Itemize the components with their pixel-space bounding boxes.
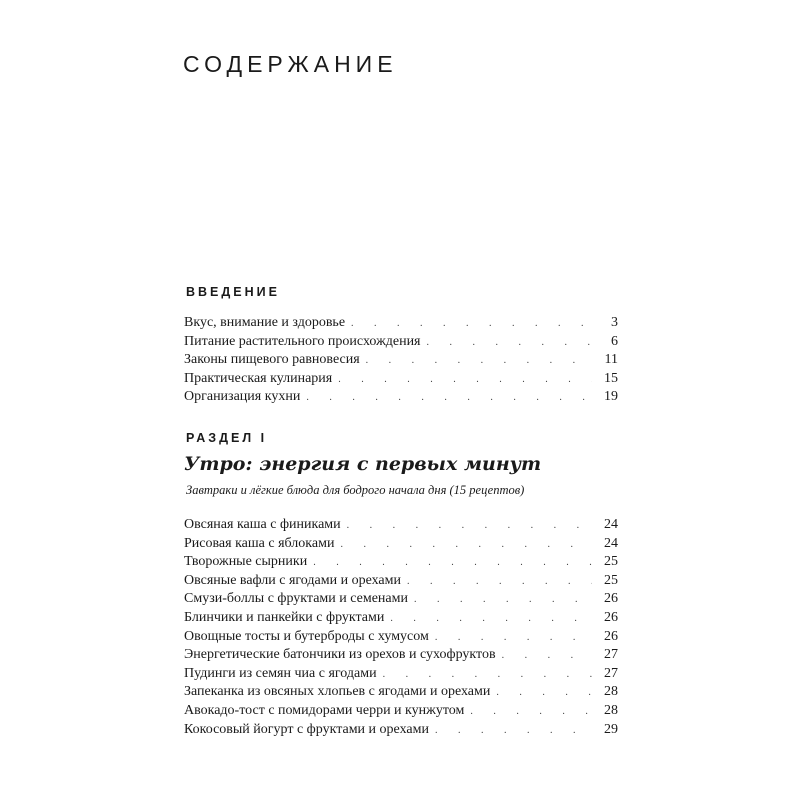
toc-entry-page: 27 (604, 647, 618, 663)
dot-leader (347, 517, 592, 536)
toc-entry[interactable] (184, 590, 618, 609)
dot-leader (414, 591, 592, 610)
section1-toc (184, 516, 618, 739)
dot-leader (435, 629, 592, 648)
toc-entry[interactable] (184, 388, 618, 407)
toc-entry[interactable] (184, 646, 618, 665)
introduction-label: ВВЕДЕНИЕ (186, 285, 280, 299)
dot-leader (306, 389, 592, 408)
dot-leader (383, 666, 592, 685)
section1-heading: Утро: энергия с первых минут (184, 453, 542, 475)
toc-entry-title: Творожные сырники (184, 554, 308, 570)
toc-entry-title: Рисовая каша с яблоками (184, 535, 335, 551)
toc-entry-title: Кокосовый йогурт с фруктами и орехами (184, 721, 429, 737)
toc-entry[interactable] (184, 683, 618, 702)
dot-leader (390, 610, 592, 629)
toc-entry[interactable] (184, 628, 618, 647)
toc-entry[interactable] (184, 665, 618, 684)
toc-entry-title: Запеканка из овсяных хлопьев с ягодами и орехами (184, 684, 491, 700)
dot-leader (366, 352, 592, 371)
dot-leader (407, 573, 592, 592)
toc-entry-title: Питание растительного происхождения (184, 333, 421, 349)
toc-entry-title: Овощные тосты и бутерброды с хумусом (184, 628, 429, 644)
toc-entry-page: 25 (604, 554, 618, 570)
toc-entry-title: Практическая кулинария (184, 370, 333, 386)
toc-entry[interactable] (184, 314, 618, 333)
toc-entry-page: 28 (604, 684, 618, 700)
toc-entry-title: Организация кухни (184, 389, 301, 405)
dot-leader (340, 536, 592, 555)
toc-entry[interactable] (184, 333, 618, 352)
toc-entry-page: 26 (604, 609, 618, 625)
dot-leader (351, 315, 592, 334)
toc-entry[interactable] (184, 535, 618, 554)
toc-entry-title: Законы пищевого равновесия (184, 352, 360, 368)
dot-leader (427, 334, 593, 353)
dot-leader (470, 703, 592, 722)
toc-entry-page: 26 (604, 591, 618, 607)
toc-entry-page: 15 (604, 370, 618, 386)
toc-entry-page: 27 (604, 665, 618, 681)
dot-leader (502, 647, 592, 666)
toc-entry-page: 28 (604, 702, 618, 718)
dot-leader (435, 722, 592, 741)
toc-entry[interactable] (184, 516, 618, 535)
toc-entry[interactable] (184, 553, 618, 572)
section1-subtitle: Завтраки и лёгкие блюда для бодрого начала дня (15 рецептов) (186, 483, 525, 497)
toc-entry-title: Авокадо-тост с помидорами черри и кунжутом (184, 702, 465, 718)
toc-entry-title: Пудинги из семян чиа с ягодами (184, 665, 377, 681)
toc-entry-page: 24 (604, 535, 618, 551)
dot-leader (496, 684, 592, 703)
introduction-toc (184, 314, 618, 407)
toc-entry-page: 29 (604, 721, 618, 737)
toc-entry-page: 11 (604, 352, 618, 368)
toc-entry-title: Вкус, внимание и здоровье (184, 315, 346, 330)
toc-entry[interactable] (184, 572, 618, 591)
section1-label: РАЗДЕЛ I (186, 431, 268, 445)
toc-entry-page: 24 (604, 517, 618, 532)
toc-entry-title: Овсяная каша с финиками (184, 517, 341, 532)
toc-entry[interactable] (184, 351, 618, 370)
toc-entry-title: Овсяные вафли с ягодами и орехами (184, 572, 401, 588)
toc-entry-title: Смузи-боллы с фруктами и семенами (184, 591, 408, 607)
dot-leader (313, 554, 592, 573)
toc-entry-page: 19 (604, 389, 618, 405)
toc-entry[interactable] (184, 609, 618, 628)
toc-entry-title: Энергетические батончики из орехов и сухофруктов (184, 647, 496, 663)
dot-leader (338, 371, 592, 390)
toc-entry-page: 26 (604, 628, 618, 644)
page-title: СОДЕРЖАНИЕ (183, 51, 398, 77)
toc-entry-page: 6 (611, 333, 618, 349)
toc-entry[interactable] (184, 370, 618, 389)
toc-entry-page: 25 (604, 572, 618, 588)
toc-entry-page: 3 (611, 315, 618, 330)
toc-entry-title: Блинчики и панкейки с фруктами (184, 609, 385, 625)
toc-entry[interactable] (184, 702, 618, 721)
toc-entry[interactable] (184, 721, 618, 740)
